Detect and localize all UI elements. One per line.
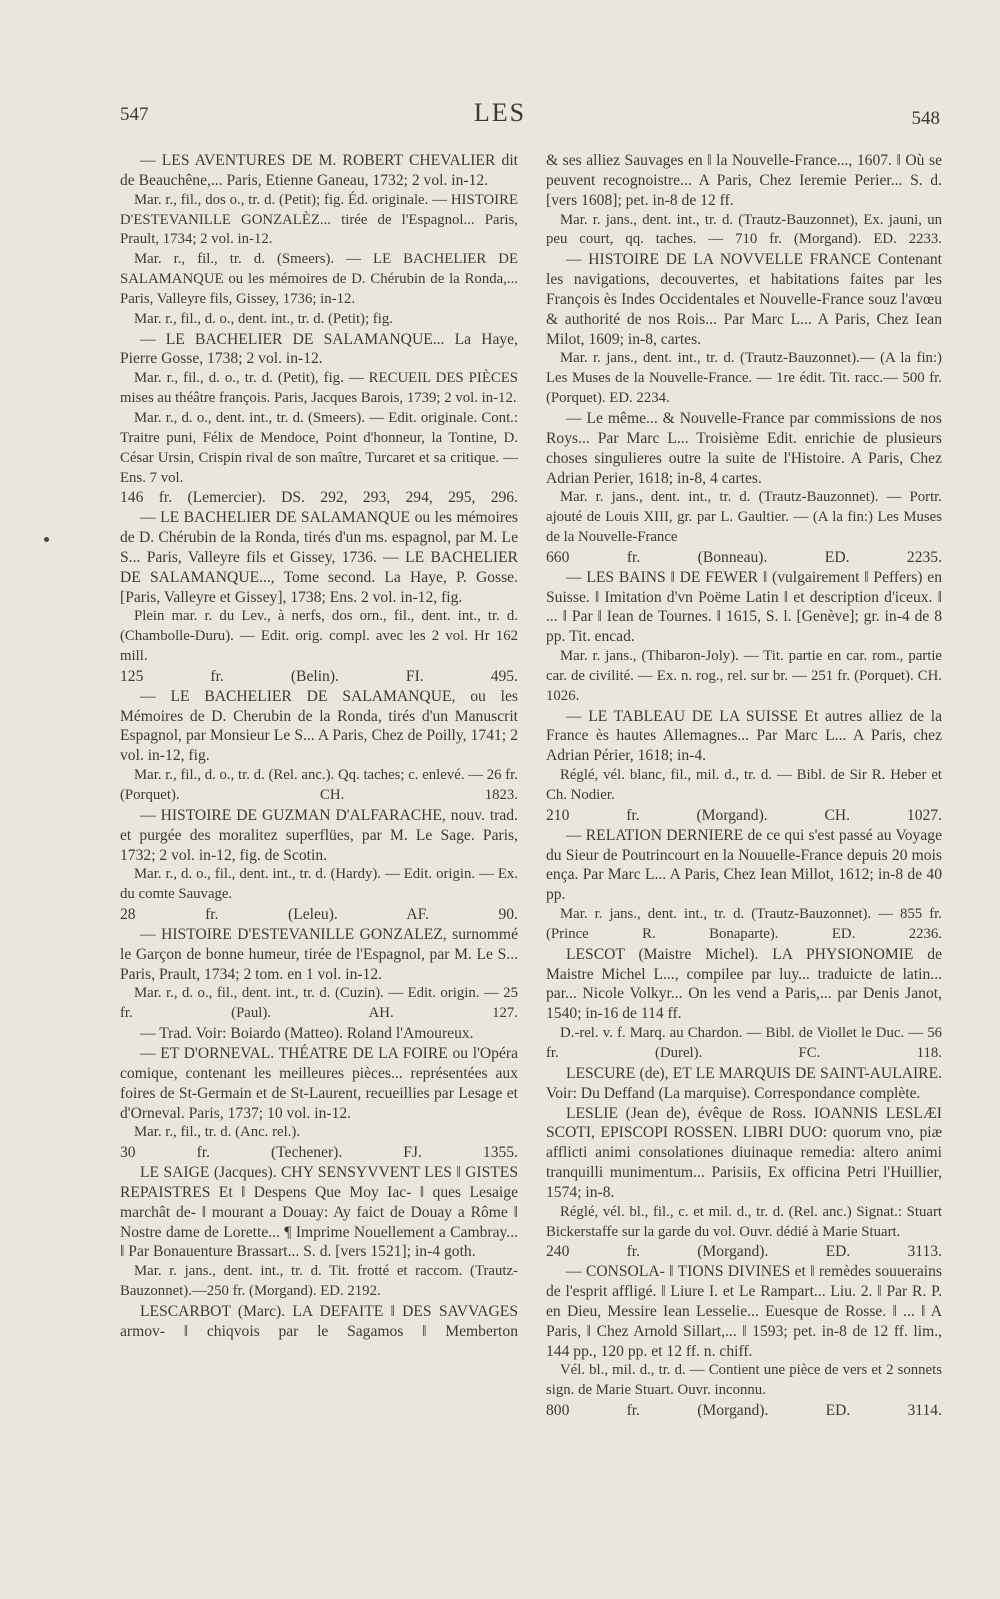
price-reference: 30 fr. (Techener). FJ. 1355. (120, 1144, 518, 1162)
price-reference: 800 fr. (Morgand). ED. 3114. (546, 1402, 942, 1420)
price-reference: 146 fr. (Lemercier). DS. 292, 293, 294, 295, 296. (120, 489, 518, 507)
page-number-left: 547 (120, 104, 149, 125)
entry-note: Mar. r. jans., dent. int., tr. d. (Trautz-Bauzonnet).— (A la fin:) Les Muses de la Nouvelle-France. — 1re édit. Tit. racc.— 500 fr. (Porquet). ED. 2234. (546, 350, 942, 407)
entry: — LE BACHELIER DE SALAMANQUE ou les mémoires de D. Chérubin de la Ronda, tirés d'un ms. espagnol, par M. Le S... Paris, Valleyre fils et Gissey, 1736. — LE BACHELIER DE SALAMANQUE..., Tome second. La Haye, P. Gosse. [Paris, Valleyre et Gissey], 1738; Ens. 2 vol. in-12, fig. (120, 509, 518, 606)
entry-continued: & ses alliez Sauvages en ‖ la Nouvelle-France..., 1607. ‖ Où se peuvent recognoistre... A Paris, Chez Ieremie Perier... S. d. [vers 1608]; pet. in-8 de 12 ff. (546, 152, 942, 209)
entry-note: Réglé, vél. bl., fil., c. et mil. d., tr. d. (Rel. anc.) Signat.: Stuart Bickerstaffe sur la garde du vol. Ouvr. dédié à Marie Stuart. (546, 1203, 942, 1240)
entry-note: Mar. r., fil., d. o., tr. d. (Petit), fig. — RECUEIL DES PIÈCES mises au théâtre françois. Paris, Jacques Barois, 1739; 2 vol. in-12. (120, 370, 518, 407)
entry-note: Mar. r. jans., dent. int., tr. d. Tit. frotté et raccom. (Trautz-Bauzonnet).—250 fr. (Morgand). ED. 2192. (120, 1263, 518, 1300)
entry: — LE TABLEAU DE LA SUISSE Et autres alliez de la France ès hautes Allemagnes... Par Marc L... A Paris, chez Adrian Périer, 1618; in-4. (546, 707, 942, 765)
running-title: LES (473, 98, 527, 127)
entry-note: Mar. r., fil., tr. d. (Smeers). — LE BACHELIER DE SALAMANQUE ou les mémoires de D. Chérubin de la Ronda,... Paris, Valleyre fils, Gissey, 1736; in-12. (120, 251, 518, 307)
price-reference: 125 fr. (Belin). FI. 495. (120, 667, 518, 685)
entry-heading: LESLIE (Jean de), évêque de Ross. IOANNIS LESLÆI SCOTI, EPISCOPI ROSSEN. LIBRI DUO: quorum vno, piæ afflicti animi consolationes diuinaque remedia: altero animi tranquilli munimentum... Parisiis, Ex officina Petri l'Huillier, 1574; in-8. (546, 1104, 942, 1201)
margin-mark (44, 537, 49, 542)
entry-note: Mar. r. jans., dent. int., tr. d. (Trautz-Bauzonnet), Ex. jauni, un peu court, qq. taches. — 710 fr. (Morgand). ED. 2233. (546, 211, 942, 248)
entry-note: Mar. r. jans., dent. int., tr. d. (Trautz-Bauzonnet). — Portr. ajouté de Louis XIII, gr. par L. Gaultier. — (A la fin:) Les Muses de la Nouvelle-France (546, 489, 942, 546)
entry: — CONSOLA- ‖ TIONS DIVINES et ‖ remèdes souuerains de l'esprit affligé. ‖ Liure I. et Le Rampart... Liu. 2. ‖ Par R. P. en Dieu, Messire Iean Lesselie... Euesque de Rosse. ‖ ... ‖ A Paris, ‖ Chez Arnold Sillart,... ‖ 1593; pet. in-8 de 12 ff. lim., 144 pp., 120 pp. et 12 ff. n. chiff. (546, 1263, 942, 1360)
price-reference: 240 fr. (Morgand). ED. 3113. (546, 1243, 942, 1261)
page-header (0, 98, 1000, 138)
entry-heading: LE SAIGE (Jacques). CHY SENSYVVENT LES ‖ GISTES REPAISTRES Et ‖ Despens Que Moy Iac- ‖ ques Lesaige marchât de- ‖ mourant a Douay: Ay faict de Douay a Rôme ‖ Nostre dame de Lorette... ¶ Imprime Nouellement a Cambray... ‖ Par Bonauenture Brassart... S. d. [vers 1521]; in-4 goth. (120, 1164, 518, 1261)
entry: — Le même... & Nouvelle-France par commissions de nos Roys... Par Marc L... Troisième Edit. enrichie de plusieurs choses singulieres outre la suite de l'Histoire. A Paris, Chez Adrian Perier, 1618; in-8, 4 cartes. (546, 409, 942, 487)
entry-note: Réglé, vél. blanc, fil., mil. d., tr. d. — Bibl. de Sir R. Heber et Ch. Nodier. (546, 767, 942, 803)
price-reference: 660 fr. (Bonneau). ED. 2235. (546, 548, 942, 566)
entry-note: Mar. r., d. o., fil., dent. int., tr. d. (Hardy). — Edit. origin. — Ex. du comte Sauvage. (120, 866, 518, 903)
entry-note: Mar. r., fil., dos o., tr. d. (Petit); fig. Éd. originale. — HISTOIRE D'ESTEVANILLE GONZALÈZ... tirée de l'Espagnol... Paris, Prault, 1734; 2 vol. in-12. (120, 191, 518, 248)
entry-note: Mar. r., fil., d. o., tr. d. (Rel. anc.). Qq. taches; c. enlevé. — 26 fr. (Porquet). CH. 1823. (120, 767, 518, 803)
entry-note: Mar. r., d. o., fil., dent. int., tr. d. (Cuzin). — Edit. origin. — 25 fr. (Paul). AH. 127. (120, 985, 518, 1022)
entry: — RELATION DERNIERE de ce qui s'est passé au Voyage du Sieur de Poutrincourt en la Nouuelle-France depuis 20 mois ença. Par Marc L... A Paris, Chez Iean Millot, 1612; in-8 de 40 pp. (546, 826, 942, 904)
entry-note: Mar. r., fil., tr. d. (Anc. rel.). (134, 1124, 301, 1141)
entry: — HISTOIRE DE LA NOVVELLE FRANCE Contenant les navigations, decouvertes, et habitations faites par les François ès Indes Occidentales et Nouvelle-France souz l'avœu & authorité de nos Rois... Par Marc L... A Paris, Chez Iean Milot, 1609; in-8, cartes. (546, 251, 942, 348)
entry: — HISTOIRE DE GUZMAN D'ALFARACHE, nouv. trad. et purgée des moralitez superflües, par M. Le Sage. Paris, 1732; 2 vol. in-12, fig. de Scotin. (120, 806, 518, 864)
entry-heading: LESCURE (de), ET LE MARQUIS DE SAINT-AULAIRE. Voir: Du Deffand (La marquise). Correspondance complète. (546, 1064, 942, 1102)
entry-note: Mar. r. jans., dent. int., tr. d. (Trautz-Bauzonnet). — 855 fr. (Prince R. Bonaparte). ED. 2236. (546, 906, 942, 942)
entry-note: Vél. bl., mil. d., tr. d. — Contient une pièce de vers et 2 sonnets sign. de Marie Stuart. Ouvr. inconnu. (546, 1362, 942, 1399)
right-column (546, 151, 942, 1421)
entry-heading: LESCARBOT (Marc). LA DEFAITE ‖ DES SAVVAGES armov- ‖ chiqvois par le Sagamos ‖ Memberton (120, 1302, 518, 1340)
entry: — Trad. Voir: Boiardo (Matteo). Roland l'Amoureux. (140, 1025, 474, 1043)
entry: — HISTOIRE D'ESTEVANILLE GONZALEZ, surnommé le Garçon de bonne humeur, tirée de l'Espagnol, par M. Le S... Paris, Prault, 1734; 2 tom. en 1 vol. in-12. (120, 925, 518, 983)
page-number-right: 548 (911, 108, 940, 129)
entry-note: D.-rel. v. f. Marq. au Chardon. — Bibl. de Viollet le Duc. — 56 fr. (Durel). FC. 118. (546, 1025, 942, 1061)
entry-note: Plein mar. r. du Lev., à nerfs, dos orn., fil., dent. int., tr. d. (Chambolle-Duru). — Edit. orig. compl. avec les 2 vol. Hr 162 mill. (120, 608, 518, 665)
entry: — ET D'ORNEVAL. THÉATRE DE LA FOIRE ou l'Opéra comique, contenant les meilleures pièces... représentées aux foires de St-Germain et de St-Laurent, recueillies par Lesage et d'Orneval. Paris, 1737; 10 vol. in-12. (120, 1044, 518, 1122)
entry: — LES BAINS ‖ DE FEWER ‖ (vulgairement ‖ Peffers) en Suisse. ‖ Imitation d'vn Poëme Latin ‖ et description d'iceux. ‖ ... ‖ Par ‖ Iean de Tournes. ‖ 1615, S. l. [Genève]; gr. in-4 de 8 pp. Tit. encad. (546, 568, 942, 646)
entry-note: Mar. r., fil., d. o., dent. int., tr. d. (Petit); fig. (134, 310, 393, 327)
entry: — LES AVENTURES DE M. ROBERT CHEVALIER dit de Beauchêne,... Paris, Etienne Ganeau, 1732; 2 vol. in-12. (120, 152, 518, 189)
entry-note: Mar. r., d. o., dent. int., tr. d. (Smeers). — Edit. originale. Cont.: Traitre puni, Félix de Mendoce, Point d'honneur, la Tontine, D. César Ursin, Crispin rival de son maître, Turcaret et sa critique. — Ens. 7 vol. (120, 409, 518, 486)
price-reference: 210 fr. (Morgand). CH. 1027. (546, 806, 942, 824)
entry-note: Mar. r. jans., (Thibaron-Joly). — Tit. partie en car. rom., partie car. de civilité. — Ex. n. rog., rel. sur br. — 251 fr. (Porquet). CH. 1026. (546, 648, 942, 704)
price-reference: 28 fr. (Leleu). AF. 90. (120, 906, 518, 924)
entry: — LE BACHELIER DE SALAMANQUE... La Haye, Pierre Gosse, 1738; 2 vol. in-12. (120, 330, 518, 368)
entry-heading: LESCOT (Maistre Michel). LA PHYSIONOMIE de Maistre Michel L..., compilee par luy... traduicte de latin... par... Nicole Volkyr... On les vend a Paris,... par Denis Janot, 1540; in-16 de 114 ff. (546, 945, 942, 1023)
entry: — LE BACHELIER DE SALAMANQUE, ou les Mémoires de D. Cherubin de la Ronda, tirés d'un Manuscrit Espagnol, par Monsieur Le S... A Paris, Chez de Poilly, 1741; 2 vol. in-12, fig. (120, 687, 518, 765)
left-column (120, 151, 518, 1342)
